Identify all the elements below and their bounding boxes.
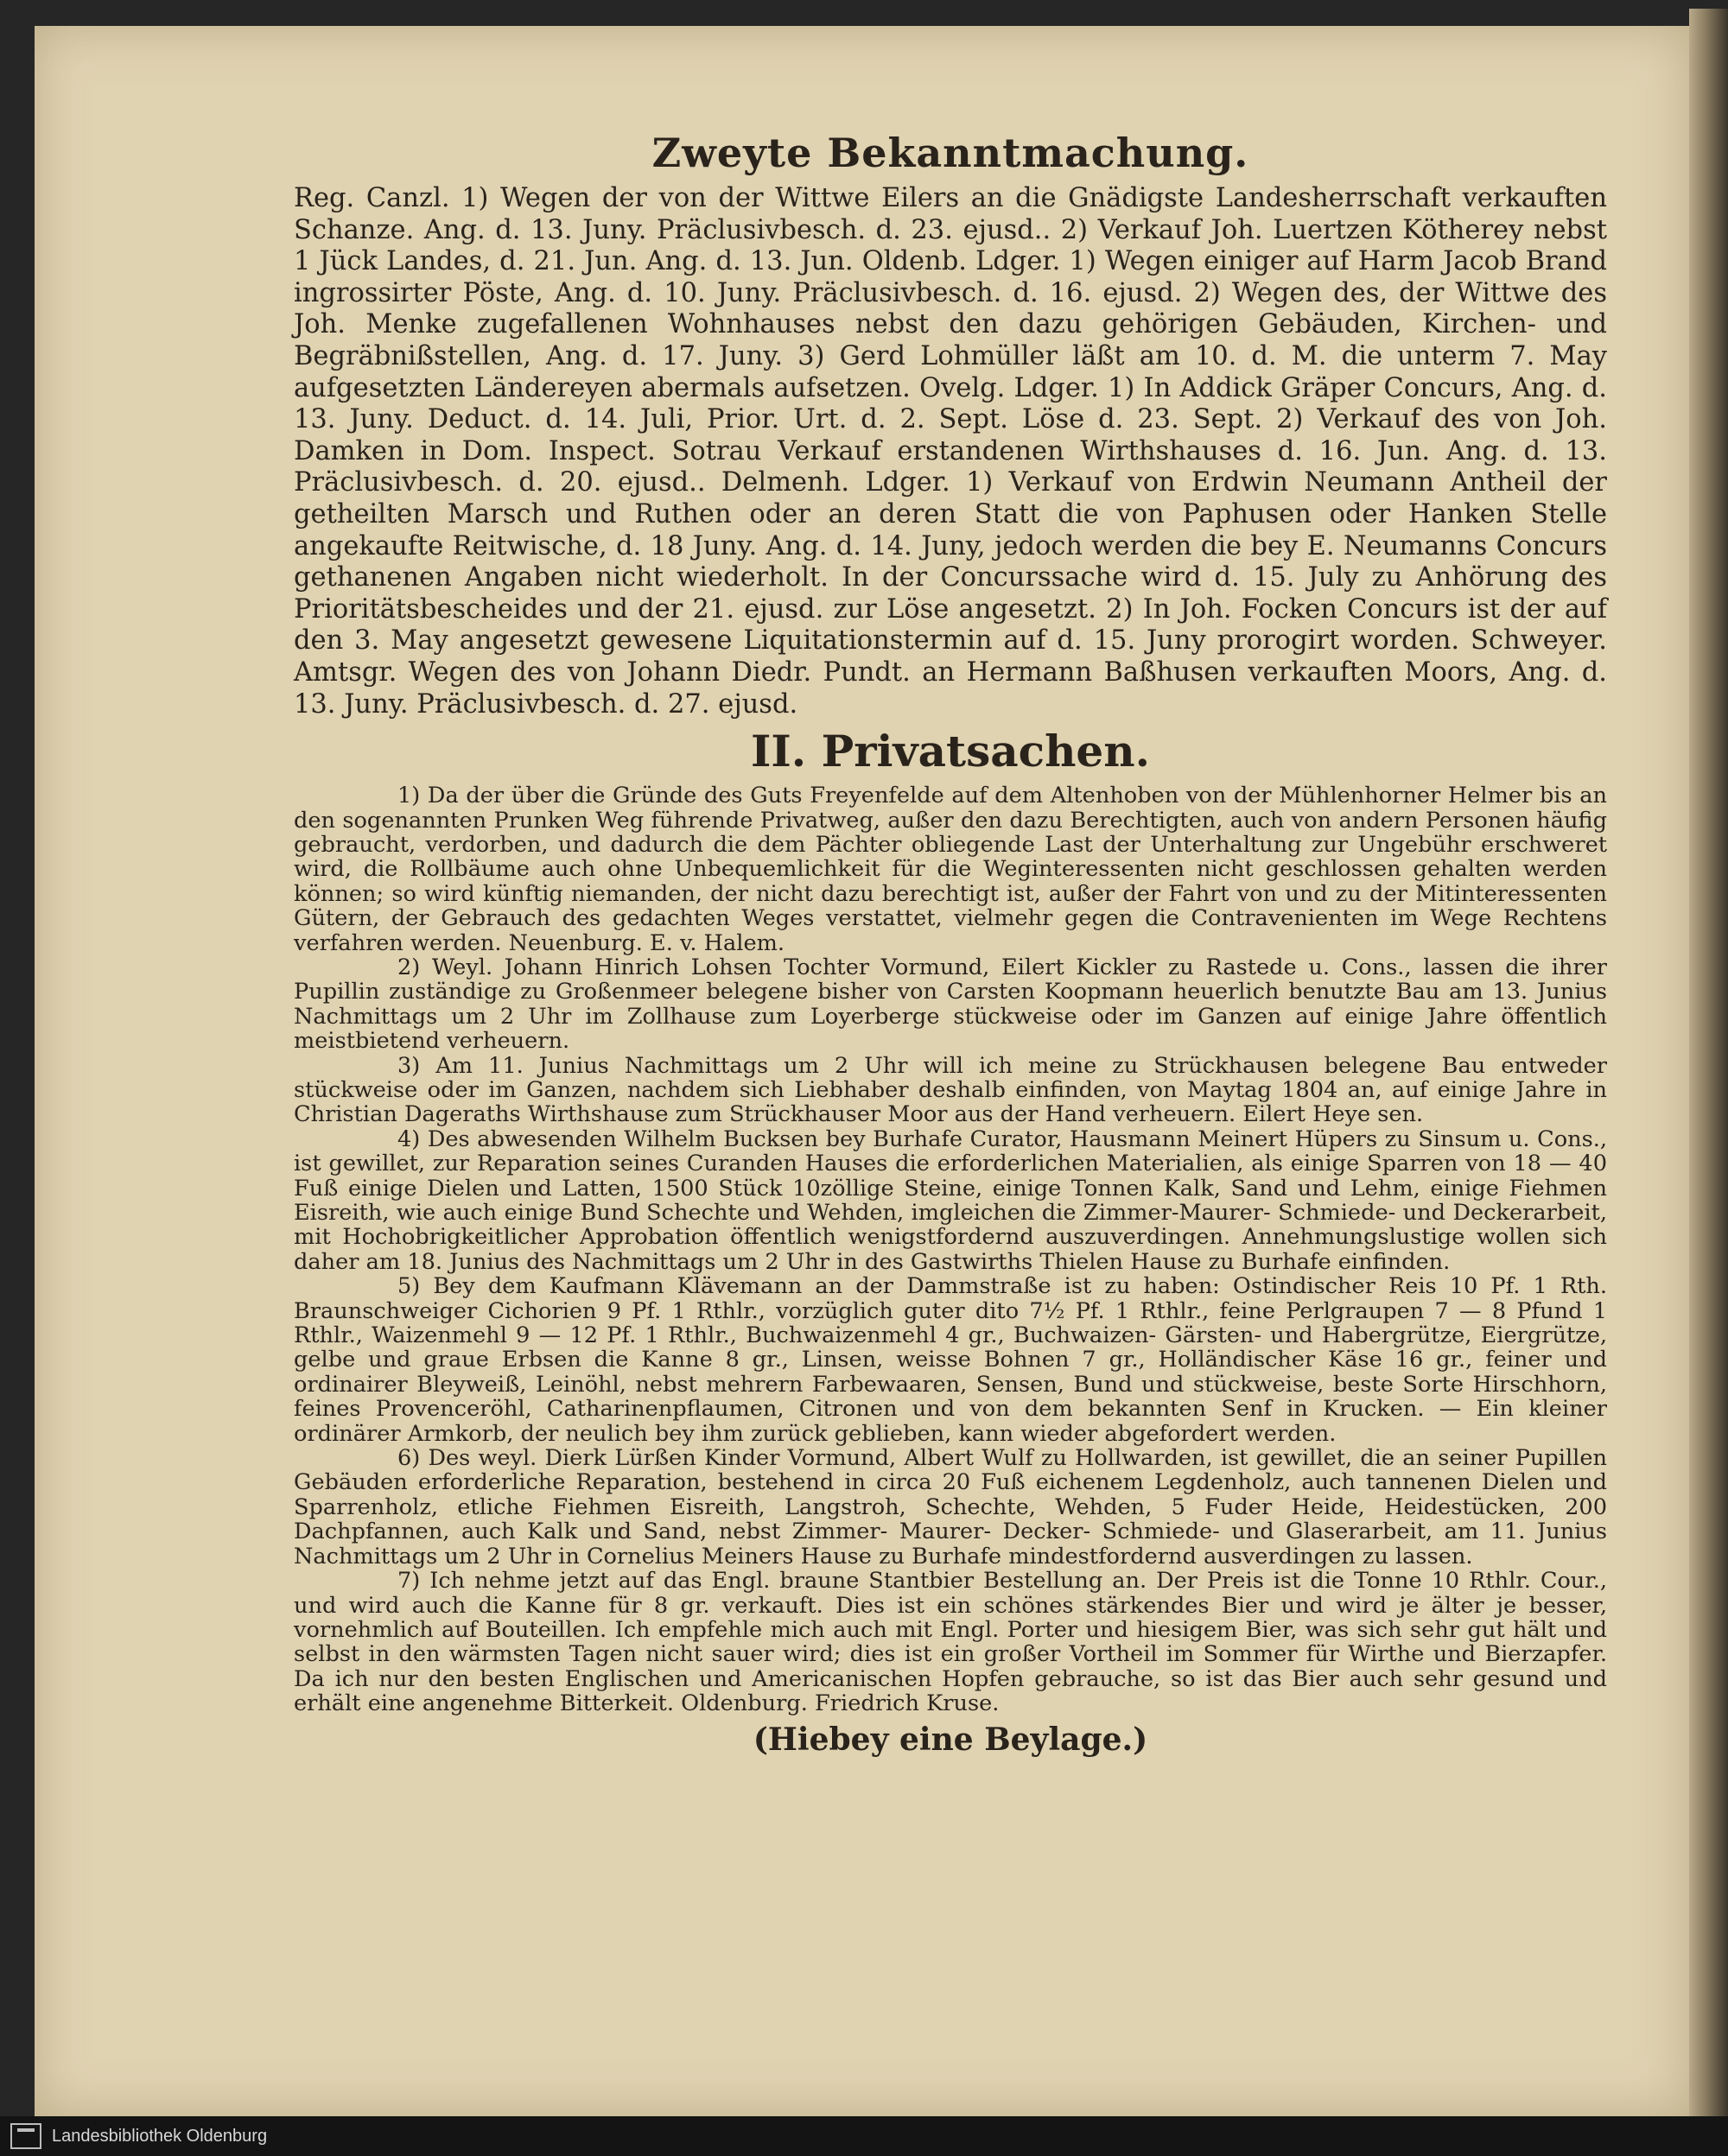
section-title: II. Privatsachen. [751,726,1150,777]
page-edge [1689,9,1728,2134]
footer-bar [0,2116,1728,2156]
notice-item-5: 5) Bey dem Kaufmann Klävemann an der Dammstraße ist zu haben: Ostindischer Reis 10 Pf. 1 Rth. Braunschweiger Cichorien 9 Pf. 1 Rthlr., vorzüglich guter dito 7½ Pf. 1 Rthlr., feine Perlgraupen 7 — 8 Pfund 1 Rthlr., Waizenmehl 9 — 12 Pf. 1 Rthlr., Buchwaizenmehl 4 gr., Buchwaizen- Gärsten- und Habergrütze, Eiergrütze, gelbe und graue Erbsen die Kanne 8 gr., Linsen, weisse Bohnen 7 gr., Holländischer Käse 16 gr., feiner und ordinairer Bleyweiß, Leinöhl, nebst mehrern Farbewaaren, Sensen, Bund und stückweise, beste Sorte Hirschhorn, feines Provenceröhl, Catharinenpflaumen, Citronen und von dem bekannten Senf in Krucken. — Ein kleiner ordinärer Armkorb, der neulich bey ihm zurück geblieben, kann wieder abgefordert werden. [294,1273,1607,1447]
notice-item-2: 2) Weyl. Johann Hinrich Lohsen Tochter Vormund, Eilert Kickler zu Rastede u. Cons., lassen die ihrer Pupillin zuständige zu Großenmeer belegene bisher von Carsten Koopmann heuerlich benutzte Bau am 13. Junius Nachmittags um 2 Uhr im Zollhause zum Loyerberge stückweise oder im Ganzen auf einige Jahre öffentlich meistbietend verheuern. [294,954,1607,1055]
page-heading: Zweyte Bekanntmachung. [651,130,1249,176]
announcements-text: Reg. Canzl. 1) Wegen der von der Wittwe Eilers an die Gnädigste Landesherrschaft verkauften Schanze. Ang. d. 13. Juny. Präclusivbesch. d. 23. ejusd.. 2) Verkauf Joh. Luertzen Kötherey nebst 1 Jück Landes, d. 21. Jun. Ang. d. 13. Jun. Oldenb. Ldger. 1) Wegen einiger auf Harm Jacob Brand ingrossirter Pöste, Ang. d. 10. Juny. Präclusivbesch. d. 16. ejusd. 2) Wegen des, der Wittwe des Joh. Menke zugefallenen Wohnhauses nebst den dazu gehörigen Gebäuden, Kirchen- und Begräbnißstellen, Ang. d. 17. Juny. 3) Gerd Lohmüller läßt am 10. d. M. die unterm 7. May aufgesetzten Ländereyen abermals aufsetzen. Ovelg. Ldger. 1) In Addick Gräper Concurs, Ang. d. 13. Juny. Deduct. d. 14. Juli, Prior. Urt. d. 2. Sept. Löse d. 23. Sept. 2) Verkauf des von Joh. Damken in Dom. Inspect. Sotrau Verkauf erstandenen Wirthshauses d. 16. Jun. Ang. d. 13. Präclusivbesch. d. 20. ejusd.. Delmenh. Ldger. 1) Verkauf von Erdwin Neumann Antheil der getheilten Marsch und Ruthen oder an deren Statt die von Paphusen oder Hanken Stelle angekaufte Reitwische, d. 18 Juny. Ang. d. 14. Juny, jedoch werden die bey E. Neumanns Concurs gethanenen Angaben nicht wiederholt. In der Concurssache wird d. 15. July zu Anhörung des Prioritätsbescheides und der 21. ejusd. zur Löse angesetzt. 2) In Joh. Focken Concurs ist der auf den 3. May angesetzt gewesene Liquitationstermin auf d. 15. Juny prorogirt worden. Schweyer. Amtsgr. Wegen des von Johann Diedr. Pundt. an Hermann Baßhusen verkauften Moors, Ang. d. 13. Juny. Präclusivbesch. d. 27. ejusd. [294,183,1607,720]
notice-item-1: 1) Da der über die Gründe des Guts Freyenfelde auf dem Altenhoben von der Mühlenhorner Helmer bis an den sogenannten Prunken Weg führende Privatweg, außer den dazu Berechtigten, auch von andern Personen häufig gebraucht, verdorben, und dadurch die dem Pächter obliegende Last der Unterhaltung zur Ungebühr erschweret wird, die Rollbäume auch ohne Unbequemlichkeit für die Weginteressenten nicht geschlossen gehalten werden können; so wird künftig niemanden, der nicht dazu berechtigt ist, außer der Fahrt von und zu der Mitinteressenten Gütern, der Gebrauch des gedachten Weges verstattet, vielmehr gegen die Contravenienten im Wege Rechtens verfahren werden. Neuenburg. E. v. Halem. [294,783,1607,956]
notice-item-4: 4) Des abwesenden Wilhelm Bucksen bey Burhafe Curator, Hausmann Meinert Hüpers zu Sinsum u. Cons., ist gewillet, zur Reparation seines Curanden Hauses die erforderlichen Materialien, als einige Sparren von 18 — 40 Fuß einige Dielen und Latten, 1500 Stück 10zöllige Steine, einige Tonnen Kalk, Sand und Lehm, einige Fiehmen Eisreith, wie auch einige Bund Schechte und Wehden, imgleichen die Zimmer-Maurer- Schmiede- und Deckerarbeit, mit Hochobrigkeitlicher Approbation öffentlich wenigstfordernd auszuverdingen. Annehmungslustige wollen sich daher am 18. Junius des Nachmittags um 2 Uhr in des Gastwirths Thielen Hause zu Burhafe einfinden. [294,1126,1607,1275]
library-building-icon [10,2123,41,2149]
notice-item-6: 6) Des weyl. Dierk Lürßen Kinder Vormund, Albert Wulf zu Hollwarden, ist gewillet, die an seiner Pupillen Gebäuden erforderliche Reparation, bestehend in circa 20 Fuß eichenem Legdenholz, auch tannenen Dielen und Sparrenholz, etliche Fiehmen Eisreith, Langstroh, Schechte, Wehden, 5 Fuder Heide, Heidestücken, 200 Dachpfannen, auch Kalk und Sand, nebst Zimmer- Maurer- Decker- Schmiede- und Glaserarbeit, am 11. Junius Nachmittags um 2 Uhr in Cornelius Meiners Hause zu Burhafe mindestfordernd ausverdingen zu lassen. [294,1445,1607,1569]
notice-item-7: 7) Ich nehme jetzt auf das Engl. braune Stantbier Bestellung an. Der Preis ist die Tonne 10 Rthlr. Cour., und wird auch die Kanne für 8 gr. verkauft. Dies ist ein schönes stärkendes Bier und wird je älter je besser, vornehmlich auf Bouteillen. Ich empfehle mich auch mit Engl. Porter und hiesigem Bier, was sich sehr gut hält und selbst in den wärmsten Tagen nicht sauer wird; dies ist ein großer Vortheil im Sommer für Wirthe und Bierzapfer. Da ich nur den besten Englischen und Americanischen Hopfen gebrauche, so ist das Bier auch sehr gesund und erhält eine angenehme Bitterkeit. Oldenburg. Friedrich Kruse. [294,1568,1607,1717]
page-content [294,130,1607,1758]
closing-note: (Hiebey eine Beylage.) [753,1721,1148,1758]
footer-library-name: Landesbibliothek Oldenburg [52,2127,268,2146]
notice-item-3: 3) Am 11. Junius Nachmittags um 2 Uhr will ich meine zu Strückhausen belegene Bau entweder stückweise oder im Ganzen, nachdem sich Liebhaber deshalb einfinden, von Maytag 1804 an, auf einige Jahre in Christian Dageraths Wirthshause zum Strückhauser Moor aus der Hand verheuern. Eilert Heye sen. [294,1052,1607,1128]
